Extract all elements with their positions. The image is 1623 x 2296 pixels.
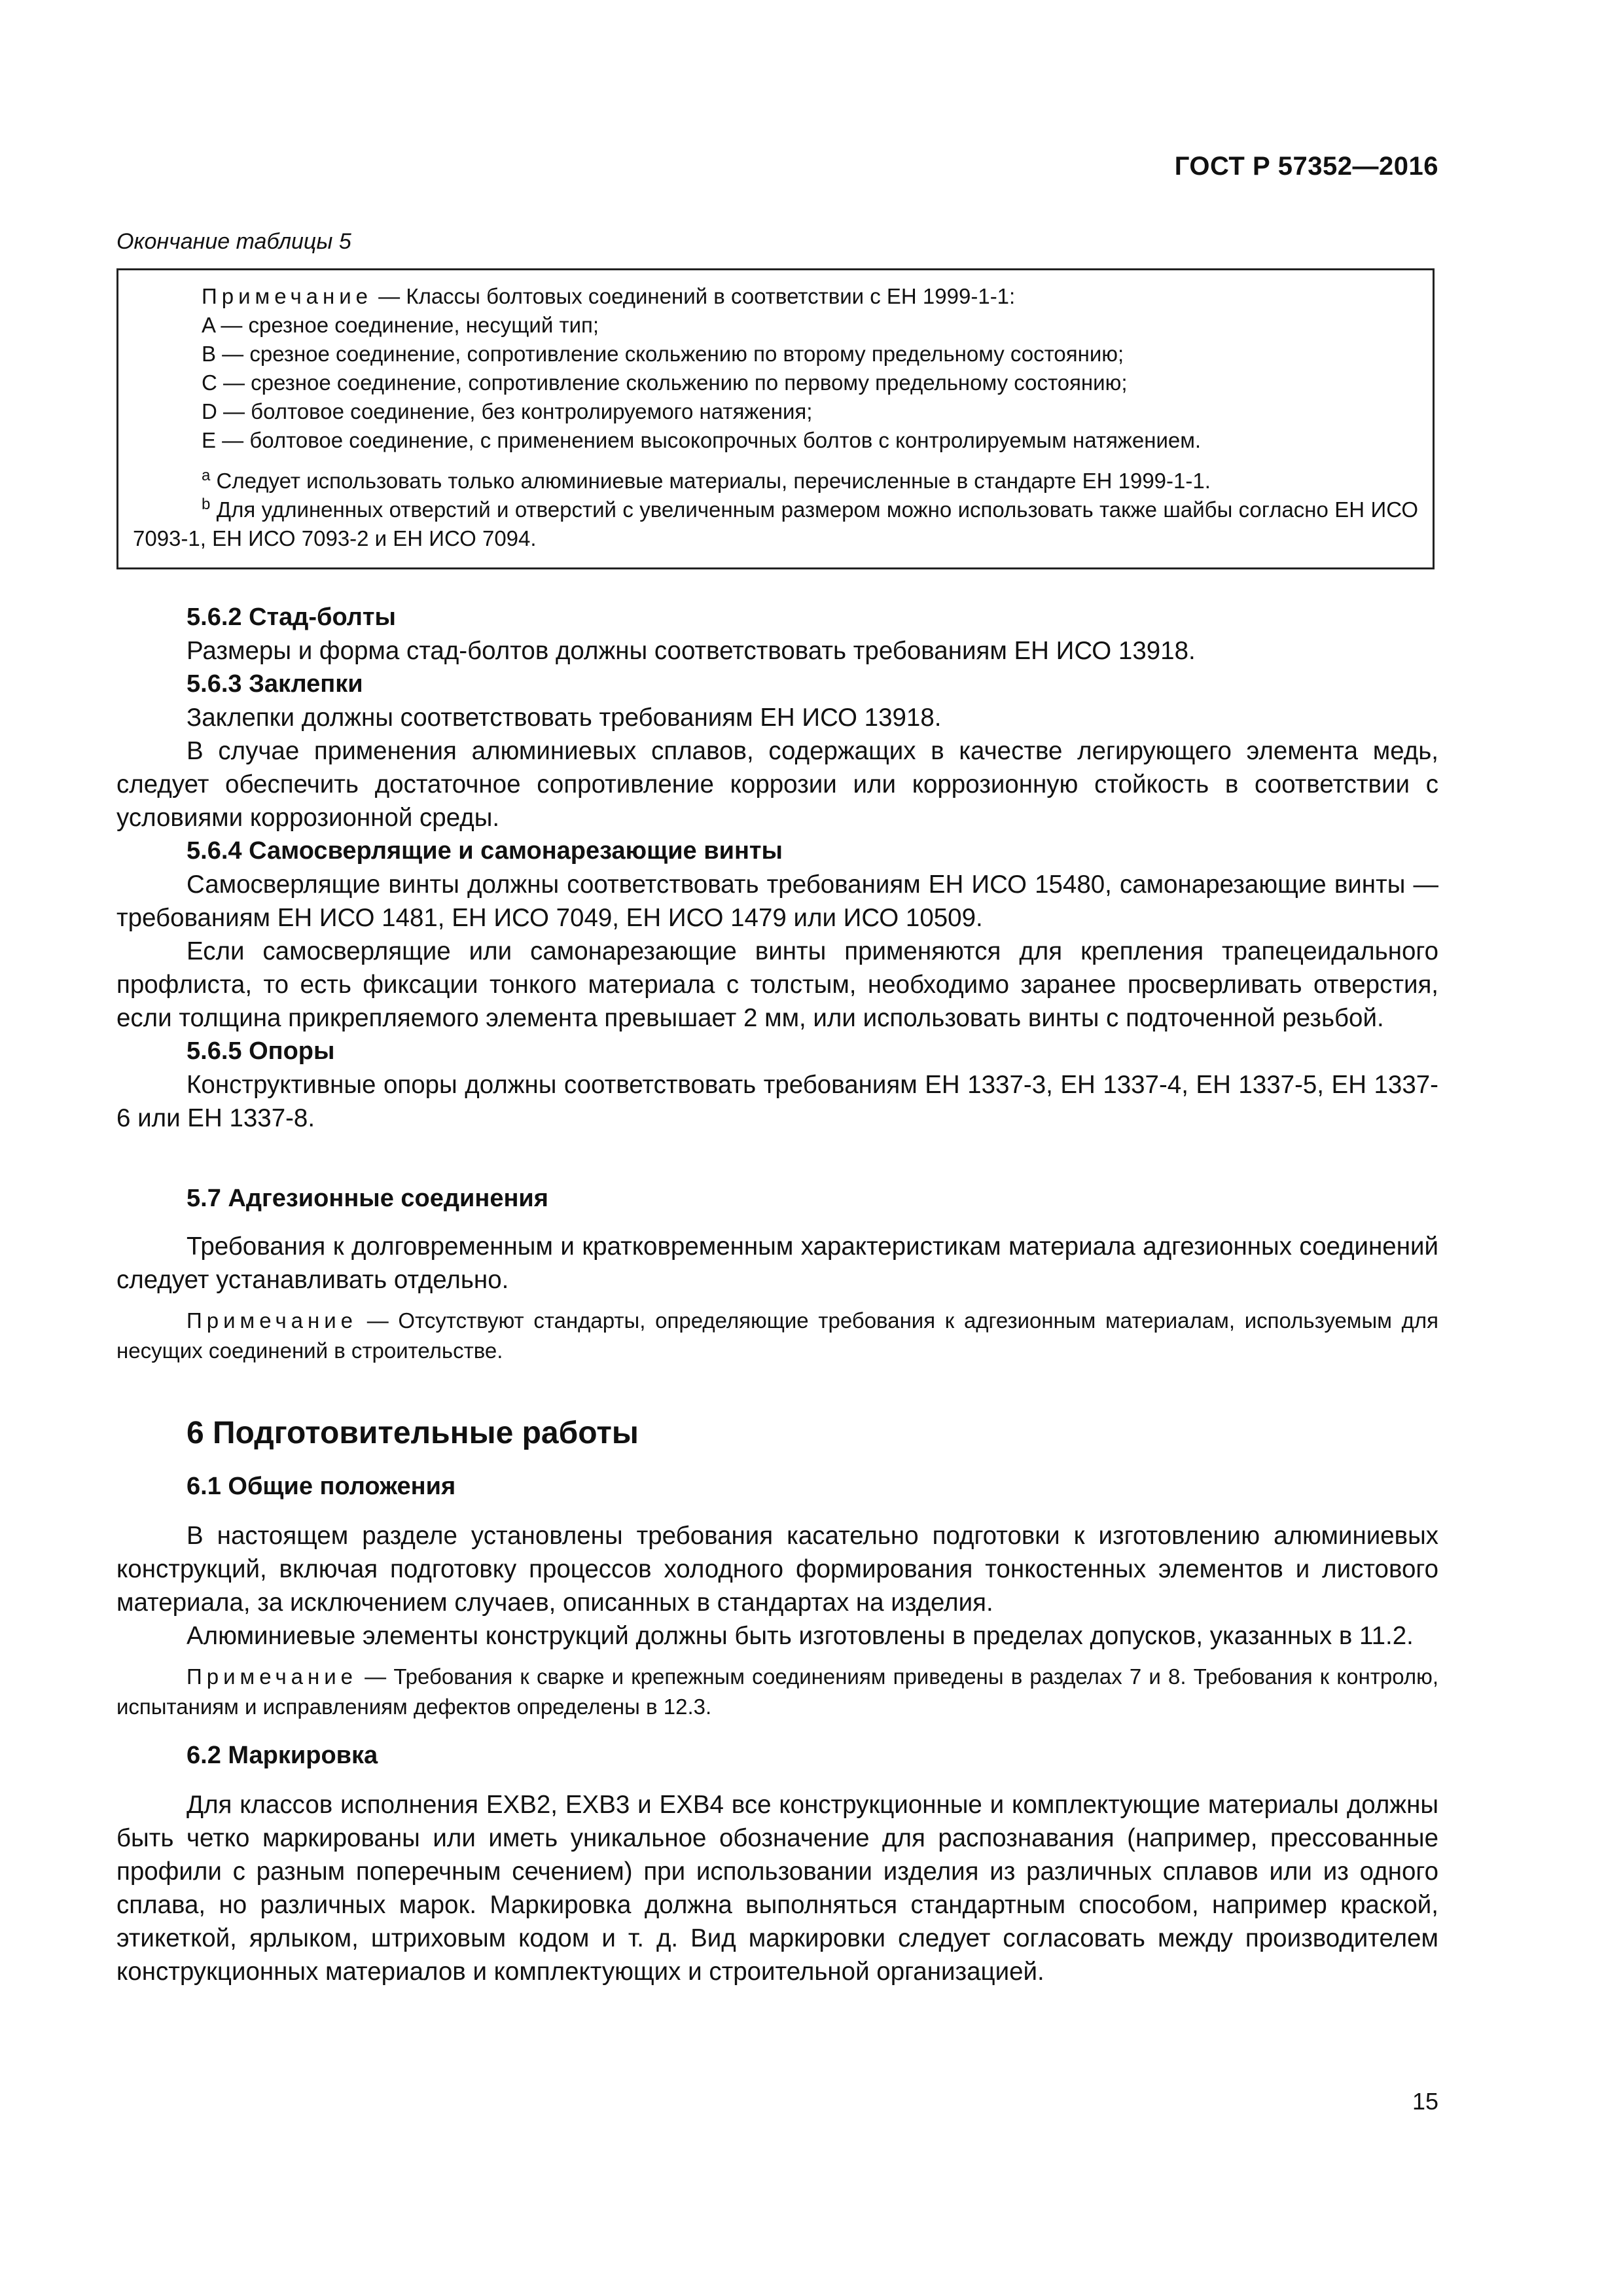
section-heading: 5.6.4 Самосверлящие и самонарезающие винты: [187, 837, 783, 865]
paragraph: В случае применения алюминиевых сплавов, содержащих в качестве легирующего элемента медь, следует обеспечить достаточное сопротивление коррозии или коррозионную стойкость в соответствии с условиями коррозионной среды.: [116, 737, 1438, 832]
note-prefix: Примечание: [202, 284, 373, 308]
section-5-6-2: [116, 601, 1438, 1135]
paragraph: Алюминиевые элементы конструкций должны быть изготовлены в пределах допусков, указанных в 11.2.: [187, 1622, 1414, 1650]
paragraph: Для классов исполнения EXB2, EXB3 и EXB4 все конструкционные и комплектующие материалы должны быть четко маркированы или иметь уникальное обозначение для распознавания (например, прессованные профили с разным поперечным сечением) при использовании изделия из различных сплавов или из одного сплава, но различных марок. Маркировка должна выполняться стандартным способом, например краской, этикеткой, ярлыком, штриховым кодом и т. д. Вид маркировки следует согласовать между производителем конструкционных материалов и комплектующих и строительной организацией.: [116, 1791, 1438, 1986]
paragraph: Требования к долговременным и кратковременным характеристикам материала адгезионных соединений следует устанавливать отдельно.: [116, 1232, 1438, 1294]
paragraph: Заклепки должны соответствовать требованиям ЕН ИСО 13918.: [187, 704, 942, 732]
paragraph: Самосверлящие винты должны соответствовать требованиям ЕН ИСО 15480, самонарезающие винты — требованиям ЕН ИСО 1481, ЕН ИСО 7049, ЕН ИСО 1479 или ИСО 10509.: [116, 870, 1438, 932]
section-heading: 6.1 Общие положения: [187, 1473, 456, 1500]
table-note-box: [116, 268, 1435, 569]
table-note-line: B — срезное соединение, сопротивление скольжению по второму предельному состоянию;: [202, 342, 1124, 366]
section-heading: 5.7 Адгезионные соединения: [187, 1185, 548, 1212]
section-5-7: [116, 1182, 1438, 1366]
paragraph: Размеры и форма стад-болтов должны соответствовать требованиям ЕН ИСО 13918.: [187, 637, 1196, 665]
paragraph: В настоящем разделе установлены требования касательно подготовки к изготовлению алюминиевых конструкций, включая подготовку процессов холодного формирования тонкостенных элементов и листового материала, за исключением случаев, описанных в стандартах на изделия.: [116, 1522, 1438, 1617]
paragraph: Конструктивные опоры должны соответствовать требованиям ЕН 1337-3, ЕН 1337-4, ЕН 1337-5, ЕН 1337-6 или ЕН 1337-8.: [116, 1071, 1438, 1132]
table-note-line: C — срезное соединение, сопротивление скольжению по первому предельному состоянию;: [202, 370, 1128, 395]
table-note-line: E — болтовое соединение, с применением высокопрочных болтов с контролируемым натяжением.: [202, 428, 1202, 452]
section-heading: 5.6.5 Опоры: [187, 1037, 335, 1065]
section-heading: 5.6.2 Стад-болты: [187, 603, 396, 631]
note: Примечание — Отсутствуют стандарты, определяющие требования к адгезионным материалам, используемым для несущих соединений в строительстве.: [116, 1308, 1438, 1363]
paragraph: Если самосверлящие или самонарезающие винты применяются для крепления трапецеидального профлиста, то есть фиксации тонкого материала с толстым, необходимо заранее просверливать отверстия, если толщина прикрепляемого элемента превышает 2 мм, или использовать винты с подточенной резьбой.: [116, 937, 1438, 1032]
footnote-a: $^a$ Следует использовать только алюминиевые материалы, перечисленные в стандарте ЕН 1999-1-1.: [202, 467, 1211, 493]
table-note-line: D — болтовое соединение, без контролируемого натяжения;: [202, 399, 813, 423]
note: Примечание — Требования к сварке и крепежным соединениям приведены в разделах 7 и 8. Требования к контролю, испытаниям и исправлениям дефектов определены в 12.3.: [116, 1664, 1438, 1719]
section-heading: 6.2 Маркировка: [187, 1742, 378, 1769]
document-code: ГОСТ Р 57352—2016: [1174, 152, 1438, 181]
section-6: [116, 1414, 1438, 1988]
section-heading: 5.6.3 Заклепки: [187, 670, 363, 698]
footnote-b: $^b$ Для удлиненных отверстий и отверстий с увеличенным размером можно использовать также шайбы согласно ЕН ИСО 7093-1, ЕН ИСО 7093-2 и ЕН ИСО 7094.: [133, 495, 1418, 550]
page-number: 15: [1412, 2088, 1438, 2115]
chapter-heading: 6 Подготовительные работы: [187, 1416, 639, 1450]
table-note-line: Примечание — Классы болтовых соединений в соответствии с ЕН 1999-1-1:: [202, 284, 1016, 308]
table-continuation-caption: Окончание таблицы 5: [116, 229, 351, 254]
table-note-line: A — срезное соединение, несущий тип;: [202, 313, 599, 337]
